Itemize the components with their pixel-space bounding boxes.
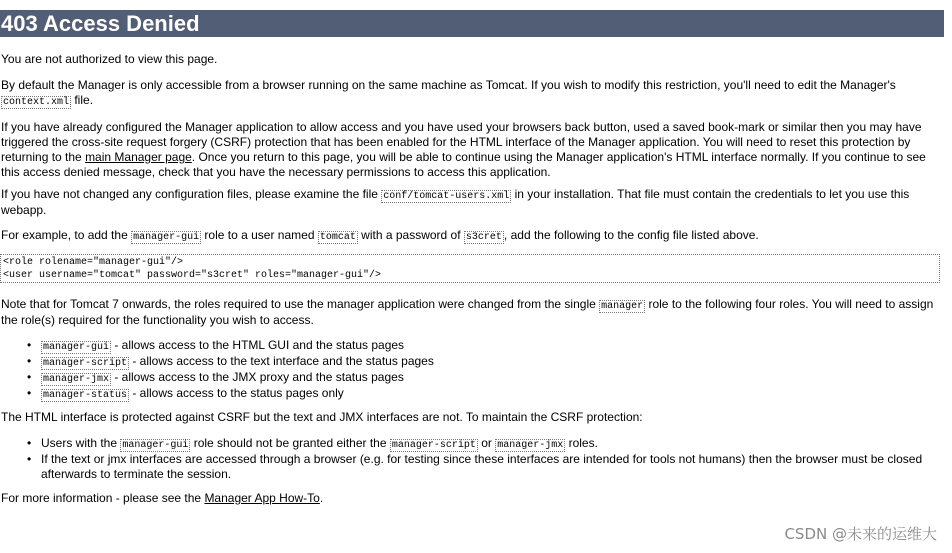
list-item (27, 452, 941, 482)
bullet-icon: • (27, 370, 32, 384)
manager-script-code: manager-script (391, 440, 476, 451)
csrf-item1-part4: roles. (565, 436, 598, 450)
role-description: - allows access to the JMX proxy and the status pages (111, 370, 404, 384)
more-info-paragraph (1, 491, 945, 506)
bullet-icon: • (27, 386, 32, 400)
example-paragraph (1, 228, 945, 244)
default-access-text-after: file. (71, 93, 94, 107)
config-example-line2: <user username="tomcat" password="s3cret" roles="manager-gui"/> (3, 270, 382, 281)
role-code: manager-gui (43, 342, 110, 353)
csrf-item1-part2: role should not be granted either the (190, 436, 390, 450)
config-paragraph (1, 187, 945, 218)
role-description: - allows access to the text interface and the status pages (129, 354, 434, 368)
page-title-bar (0, 10, 944, 37)
more-info-text-after: . (319, 491, 324, 505)
context-xml-code: context.xml (3, 97, 70, 108)
role-code: manager-jmx (43, 374, 110, 385)
role-code: manager-script (43, 358, 128, 369)
example-part4: , add the following to the config file listed above. (503, 228, 759, 242)
config-example-line1: <role rolename="manager-gui"/> (3, 257, 184, 268)
csrf-note: The HTML interface is protected against CSRF but the text and JMX interfaces are not. To maintain the CSRF protection: (1, 410, 643, 424)
role-code: manager-status (43, 390, 128, 401)
csrf-text-before: If you have already configured the Manager application to allow access and you have used your browsers back button, used a saved book-mark or similar then you may have triggered the cross-site request forgery (CSRF) protection that has been enabled for the HTML interface of the Manager application. You will need to reset this protection by returning to the (1, 120, 922, 164)
list-item (27, 436, 941, 452)
bullet-icon: • (27, 452, 32, 466)
list-item (27, 338, 941, 354)
main-manager-page-link[interactable]: main Manager page (85, 150, 192, 164)
manager-howto-link[interactable]: Manager App How-To (204, 491, 320, 505)
manager-gui-code: manager-gui (133, 232, 200, 243)
config-example-block (0, 254, 940, 283)
roles-text-before: Note that for Tomcat 7 onwards, the roles required to use the manager application were changed from the single (1, 297, 600, 311)
bullet-icon: • (27, 338, 32, 352)
roles-paragraph (1, 297, 945, 328)
page-title: 403 Access Denied (1, 11, 200, 36)
list-item (27, 370, 941, 386)
list-item (27, 354, 941, 370)
tomcat-code: tomcat (319, 232, 356, 243)
manager-code: manager (601, 301, 644, 312)
tomcat-users-xml-code: conf/tomcat-users.xml (383, 191, 510, 202)
bullet-icon: • (27, 436, 32, 450)
default-access-paragraph (1, 78, 945, 109)
manager-jmx-code: manager-jmx (497, 440, 564, 451)
example-part3: with a password of (357, 228, 464, 242)
csrf-text-after: . Once you return to this page, you will be able to continue using the Manager application's HTML interface normally. If you continue to see this access denied message, check that you have the necessary permissions to access this application. (1, 150, 926, 179)
more-info-text-before: For more information - please see the (1, 491, 205, 505)
intro-text: You are not authorized to view this page. (1, 52, 218, 66)
config-text-after: in your installation. That file must contain the credentials to let you use this webapp. (1, 187, 910, 217)
bullet-icon: • (27, 354, 32, 368)
csdn-watermark: CSDN @未来的运维大 (784, 525, 937, 543)
csrf-item1-part1: Users with the (41, 436, 121, 450)
manager-gui-code: manager-gui (122, 440, 189, 451)
default-access-text-before: By default the Manager is only accessible from a browser running on the same machine as Tomcat. If you wish to modify this restriction, you'll need to edit the Manager's (1, 78, 896, 92)
csrf-paragraph (1, 120, 945, 180)
csrf-item2-text: If the text or jmx interfaces are accessed through a browser (e.g. for testing since these interfaces are intended for tools not humans) then the browser must be closed afterwards to terminate the session. (41, 452, 923, 481)
role-description: - allows access to the HTML GUI and the status pages (111, 338, 405, 352)
roles-list (27, 338, 941, 402)
csrf-list (27, 436, 941, 482)
example-part1: For example, to add the (1, 228, 132, 242)
list-item (27, 386, 941, 402)
password-code: s3cret (465, 232, 502, 243)
csrf-item1-part3: or (477, 436, 496, 450)
role-description: - allows access to the status pages only (129, 386, 344, 400)
config-text-before: If you have not changed any configuration files, please examine the file (1, 187, 382, 201)
roles-text-after: role to the following four roles. You will need to assign the role(s) required for the functionality you wish to access. (1, 297, 934, 327)
example-part2: role to a user named (201, 228, 318, 242)
